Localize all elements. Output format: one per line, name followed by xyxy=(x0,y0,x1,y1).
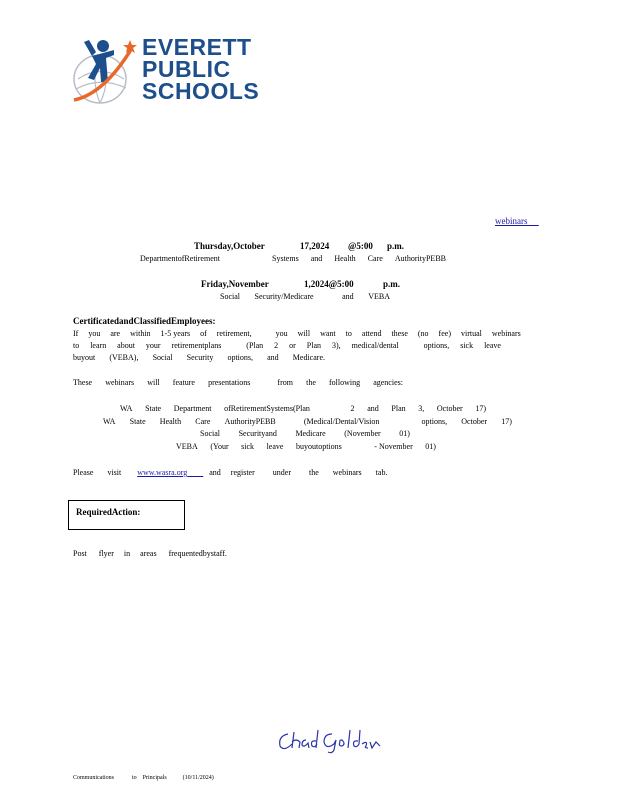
required-action-box xyxy=(68,500,185,530)
intro-line-3: buyout (VEBA), Social Security options, and Medicare. xyxy=(73,353,325,362)
logo-word-public: PUBLIC xyxy=(142,56,231,82)
features-line: These webinars will feature presentations from the following agencies: xyxy=(73,378,403,387)
agency-veba: VEBA (Your sick leave buyoutoptions - November 01) xyxy=(176,442,436,451)
agency-drs: WA State Department ofRetirementSystems(Plan 2 and Plan 3, October 17) xyxy=(120,404,486,413)
logo-word-everett: EVERETT xyxy=(142,34,252,60)
section-title: CertificatedandClassifiedEmployees: xyxy=(73,316,216,326)
visit-line: Please visit www.wasra.org and register under the webinars tab. xyxy=(73,468,388,477)
wasra-link[interactable]: www.wasra.org xyxy=(137,468,188,477)
webinar1-day: 17,2024 xyxy=(300,241,330,251)
webinar2-date: Friday,November xyxy=(201,279,269,289)
webinar2-time: 1,2024@5:00 xyxy=(304,279,354,289)
webinars-link[interactable]: webinars xyxy=(495,216,528,226)
intro-line-2: to learn about your retirementplans (Plan 2 or Plan 3), medical/dental options, sick leave xyxy=(73,341,501,350)
webinar2-ampm: p.m. xyxy=(383,279,401,289)
logo-emblem-icon xyxy=(70,34,140,114)
webinar1-time: @5:00 xyxy=(348,241,373,251)
action-line: Post flyer in areas frequentedbystaff. xyxy=(73,549,227,558)
logo-word-schools: SCHOOLS xyxy=(142,78,260,104)
everett-public-schools-logo xyxy=(70,34,260,114)
agency-hca: WA State Health Care AuthorityPEBB (Medical/Dental/Vision options, October 17) xyxy=(103,417,512,426)
signature xyxy=(276,726,384,759)
footer: Communications to Principals (10/11/2024) xyxy=(73,775,214,781)
webinar2-description: Social Security/Medicare and VEBA xyxy=(220,292,390,301)
webinar1-date: Thursday,October xyxy=(194,241,265,251)
intro-line-1: If you are within 1-5 years of retirement, you will want to attend these (no fee) virtual webinars xyxy=(73,329,521,338)
webinar1-ampm: p.m. xyxy=(387,241,405,251)
agency-ssa: Social Securityand Medicare (November 01) xyxy=(200,429,410,438)
signature-icon xyxy=(276,726,384,754)
required-action-label: RequiredAction: xyxy=(76,507,141,517)
webinar1-description: DepartmentofRetirement Systems and Health Care AuthorityPEBB xyxy=(140,254,446,263)
